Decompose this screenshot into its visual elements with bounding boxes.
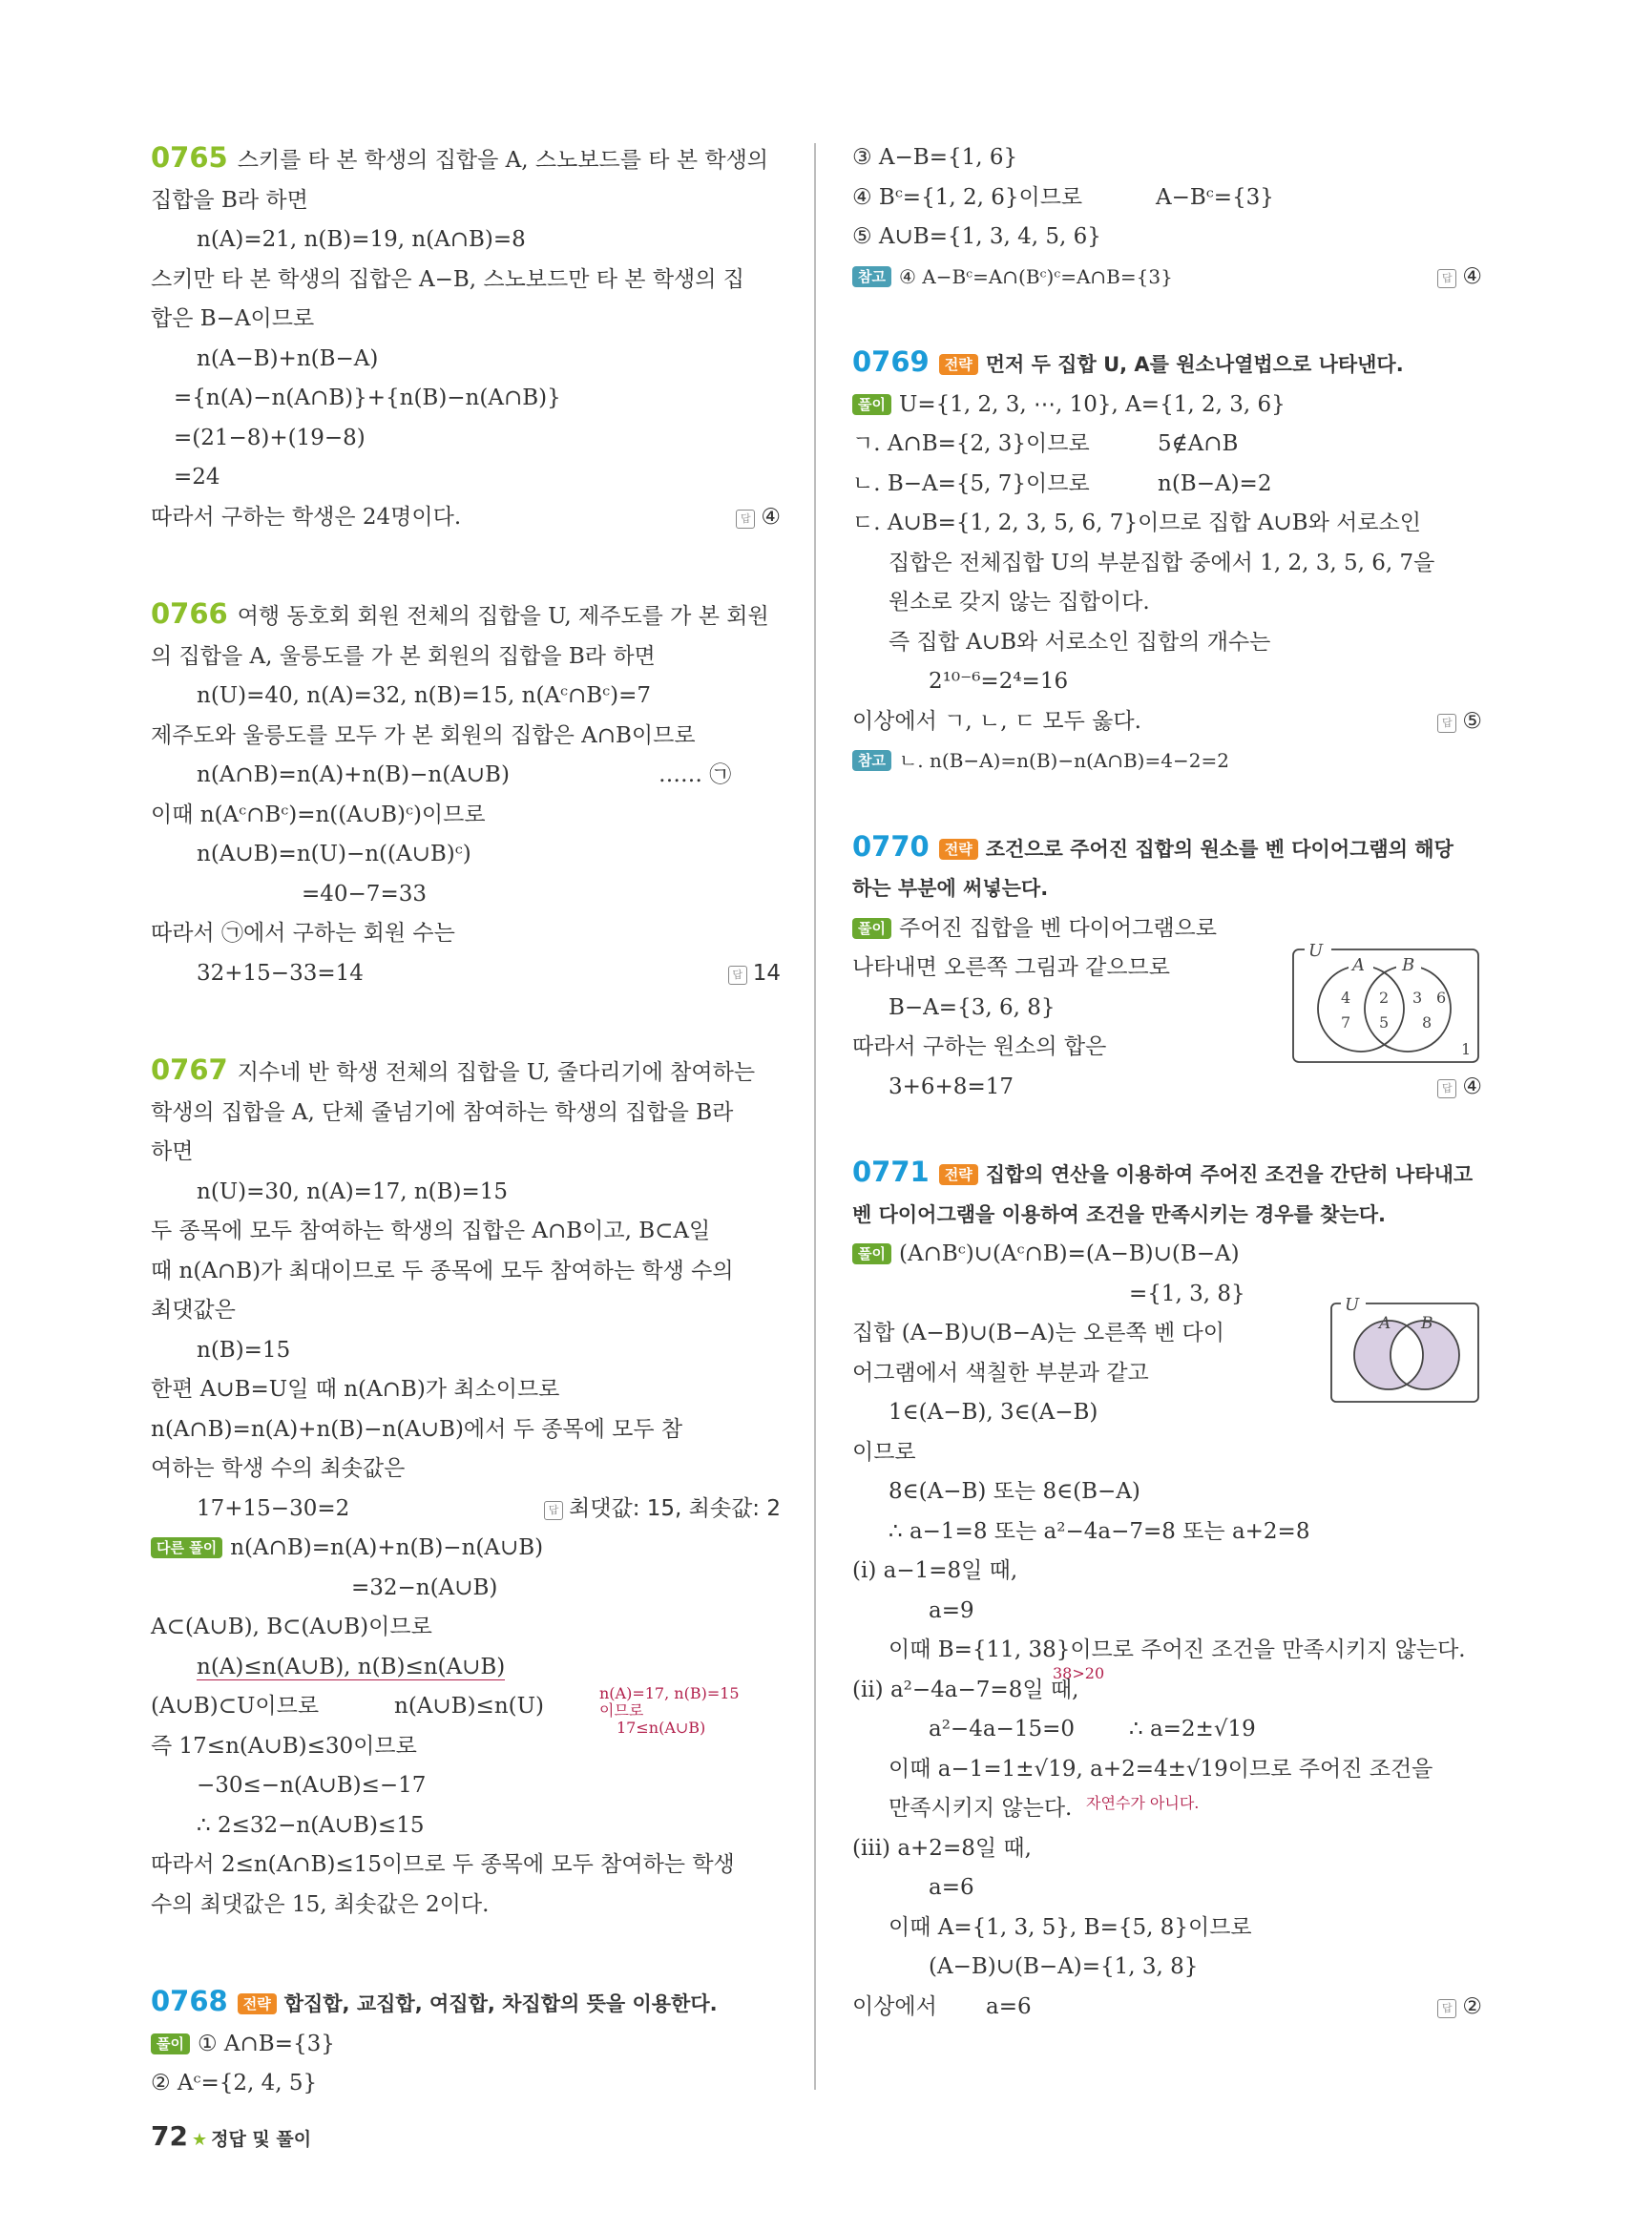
equation-line: ={1, 3, 8} [1129,1281,1245,1306]
equation-line: 5∉A∩B [1158,431,1239,456]
answer: 답 14 [728,954,781,994]
problem-0766 [151,594,781,993]
answer-box-icon: 답 [1437,269,1456,288]
text-line: 이때 a−1=1±√19, a+2=4±√19이므로 주어진 조건을 [889,1756,1433,1782]
strategy-text: 합집합, 교집합, 여집합, 차집합의 뜻을 이용한다. [283,1992,718,2015]
text-line: 수의 최댓값은 15, 최솟값은 2이다. [151,1891,490,1917]
equation-line: a=9 [929,1597,974,1623]
text-line: 두 종목에 모두 참여하는 학생의 집합은 A∩B이고, B⊂A일 [151,1219,711,1243]
equation-line: a=6 [986,1993,1032,2019]
text-line: ㄱ. A∩B={2, 3}이므로 [852,431,1090,456]
answer: 답 ④ [1437,258,1482,298]
venn-element: 4 [1341,988,1351,1007]
venn-element: 2 [1379,988,1390,1007]
solution-tag: 풀이 [852,1243,891,1264]
text-line: 원소로 갖지 않는 집합이다. [889,590,1150,615]
solution-tag: 풀이 [151,2033,190,2054]
text-line: 어그램에서 색칠한 부분과 같고 [852,1360,1149,1386]
left-column [151,138,781,2104]
text-line: 따라서 구하는 원소의 합은 [852,1034,1107,1059]
problem-0769 [852,343,1482,782]
problem-number: 0770 [852,829,930,863]
equation-reference: …… ㉠ [659,762,732,787]
answer-box-icon: 답 [1437,714,1456,733]
set-a-circle [1318,966,1404,1052]
choice-line: ② Aᶜ={2, 4, 5} [151,2071,318,2095]
text-line: ㄷ. A∪B={1, 2, 3, 5, 6, 7}이므로 집합 A∪B와 서로소인 [852,511,1421,535]
problem-0767 [151,1051,781,1925]
choice-line: ④ Bᶜ={1, 2, 6}이므로 [852,184,1083,210]
choice-line: ③ A−B={1, 6} [852,145,1018,170]
answer-box-icon: 답 [736,510,755,529]
answer-box-icon: 답 [728,966,747,985]
note-text: ④ A−Bᶜ=A∩(Bᶜ)ᶜ=A∩B={3} [898,264,1173,288]
text-line: 이상에서 ㄱ, ㄴ, ㄷ 모두 옳다. [852,708,1141,734]
strategy-tag: 전략 [939,1164,978,1185]
text-line: 이때 n(Aᶜ∩Bᶜ)=n((A∪B)ᶜ)이므로 [151,802,486,827]
venn-element: 7 [1341,1012,1351,1032]
note-tag: 참고 [852,266,891,287]
equation-line: 1∈(A−B), 3∈(A−B) [889,1400,1098,1425]
text-line: 스키만 타 본 학생의 집합은 A−B, 스노보드만 타 본 학생의 집 [151,266,745,292]
text-line: 나타내면 오른쪽 그림과 같으므로 [852,955,1170,980]
text-line: 최댓값은 [151,1298,236,1323]
problem-0768 [151,1982,781,2104]
equation-line: ∴ 2≤32−n(A∪B)≤15 [197,1812,425,1838]
text-line: 의 집합을 A, 울릉도를 가 본 회원의 집합을 B라 하면 [151,643,656,669]
text-line: 이므로 [852,1439,916,1465]
equation-line: n(B)=15 [197,1337,291,1363]
equation-line: ={n(A)−n(A∩B)}+{n(B)−n(A∩B)} [174,386,561,410]
equation-line: n(A−B)+n(B−A) [197,345,379,371]
text-line: 집합 (A−B)∪(B−A)는 오른쪽 벤 다이 [852,1321,1224,1345]
text-line: A⊂(A∪B), B⊂(A∪B)이므로 [151,1615,432,1639]
equation-line: n(A∪B)≤n(U) [394,1694,544,1719]
text-line: 한편 A∪B=U일 때 n(A∩B)가 최소이므로 [151,1377,560,1402]
annotation-note: 38>20 [1053,1664,1105,1682]
venn-element: 5 [1379,1012,1390,1032]
problem-0765 [151,138,781,537]
answer-box-icon: 답 [544,1501,563,1520]
solution-tag: 풀이 [852,918,891,939]
star-icon: ★ [191,2130,208,2150]
equation-line: n(A∩B)=n(A)+n(B)−n(A∪B) [197,762,510,787]
equation-line: ∴ a=2±√19 [1129,1717,1256,1741]
case-line: (ⅲ) a+2=8일 때, [852,1835,1032,1861]
answer: 답 최댓값: 15, 최솟값: 2 [544,1490,781,1530]
text-line: 이상에서 [852,1993,937,2019]
problem-number: 0767 [151,1053,228,1086]
problem-0771 [852,1153,1482,2027]
text-line: 이때 A={1, 3, 5}, B={5, 8}이므로 [889,1914,1252,1940]
text-line: 만족시키지 않는다. [889,1796,1073,1821]
answer: 답 ⑤ [1437,702,1482,742]
equation-line: (A∩Bᶜ)∪(Aᶜ∩B)=(A−B)∪(B−A) [898,1241,1240,1266]
problem-number: 0769 [852,345,930,378]
equation-line: a=6 [929,1875,974,1900]
text-line: 합은 B−A이므로 [151,306,315,331]
problem-0770 [852,827,1482,1108]
text-line: 제주도와 울릉도를 모두 가 본 회원의 집합은 A∩B이므로 [151,722,696,748]
text-line: 여행 동호회 회원 전체의 집합을 U, 제주도를 가 본 회원 [237,604,769,629]
venn-element: 8 [1422,1012,1432,1032]
equation-line: 2¹⁰⁻⁶=2⁴=16 [929,669,1069,694]
equation-line: n(B−A)=2 [1158,470,1272,496]
text-line: 지수네 반 학생 전체의 집합을 U, 줄다리기에 참여하는 [237,1060,756,1085]
equation-line: 3+6+8=17 [889,1074,1014,1099]
set-u-label: U [1345,1296,1360,1315]
text-line: n(A∩B)=n(A)+n(B)−n(A∪B)에서 두 종목에 모두 참 [151,1416,683,1442]
answer-box-icon: 답 [1437,1999,1456,2018]
problem-number: 0768 [151,1985,228,2017]
equation-line: n(A∪B)=n(U)−n((A∪B)ᶜ) [197,842,471,866]
footer-title: 정답 및 풀이 [211,2129,312,2150]
strategy-tag: 전략 [238,1993,277,2014]
equation-line: (A−B)∪(B−A)={1, 3, 8} [929,1954,1199,1979]
problem-number: 0771 [852,1156,930,1188]
text-line: 따라서 ㉠에서 구하는 회원 수는 [151,921,455,946]
answer-box-icon: 답 [1437,1079,1456,1098]
equation-line: n(A)≤n(A∪B), n(B)≤n(A∪B) [197,1654,506,1679]
set-a-label: A [1352,954,1365,975]
equation-line: U={1, 2, 3, ⋯, 10}, A={1, 2, 3, 6} [898,391,1286,417]
answer: 답 ② [1437,1988,1482,2028]
text-line: 여하는 학생 수의 최솟값은 [151,1456,406,1481]
equation-line: n(U)=30, n(A)=17, n(B)=15 [197,1178,509,1204]
equation-line: n(A∩B)=n(A)+n(B)−n(A∪B) [230,1535,544,1560]
venn-element: 1 [1461,1039,1472,1058]
column-divider [814,143,816,2090]
answer: 답 ④ [1437,1068,1482,1108]
text-line: 주어진 집합을 벤 다이어그램으로 [898,915,1217,941]
text-line: 따라서 구하는 학생은 24명이다. [151,504,462,530]
venn-element: 6 [1436,988,1447,1007]
strategy-text: 먼저 두 집합 U, A를 원소나열법으로 나타낸다. [985,353,1404,376]
alt-solution-tag: 다른 풀이 [151,1537,222,1558]
equation-line: 32+15−33=14 [197,960,364,986]
equation-line: −30≤−n(A∪B)≤−17 [197,1773,427,1798]
solution-tag: 풀이 [852,394,891,415]
set-u-label: U [1308,941,1324,961]
annotation-note: n(A)=17, n(B)=15 이므로 17≤n(A∪B) [599,1684,740,1737]
venn-diagram [1291,942,1482,1066]
problem-number: 0765 [151,141,228,174]
case-line: (ⅱ) a²−4a−7=8일 때, [852,1677,1079,1702]
equation-line: 8∈(A−B) 또는 8∈(B−A) [889,1479,1140,1504]
problem-0768-continued [852,138,1482,297]
annotation-note: 자연수가 아니다. [1086,1794,1200,1812]
choice-line: ① A∩B={3} [197,2031,335,2056]
page-footer [151,2120,311,2152]
text-line: 집합은 전체집합 U의 부분집합 중에서 1, 2, 3, 5, 6, 7을 [889,550,1435,575]
strategy-text: 집합의 연산을 이용하여 주어진 조건을 간단히 나타내고 [985,1163,1474,1186]
set-b-label: B [1402,954,1415,975]
text-line: 스키를 타 본 학생의 집합을 A, 스노보드를 타 본 학생의 [237,148,769,173]
strategy-text: 하는 부분에 써넣는다. [852,877,1049,900]
strategy-tag: 전략 [939,839,978,860]
text-line: (A∪B)⊂U이므로 [151,1694,320,1719]
text-line: 즉 17≤n(A∪B)≤30이므로 [151,1733,417,1759]
text-line: 이때 B={11, 38}이므로 주어진 조건을 만족시키지 않는다. [889,1637,1466,1662]
equation-line: =24 [174,465,220,490]
set-b-label: B [1421,1314,1433,1333]
equation-line: 17+15−30=2 [197,1495,350,1521]
strategy-text: 조건으로 주어진 집합의 원소를 벤 다이어그램의 해당 [985,837,1453,861]
set-b-circle [1365,966,1451,1052]
equation-line: =32−n(A∪B) [351,1574,498,1600]
equation-line: =(21−8)+(19−8) [174,425,366,450]
text-line: 하면 [151,1139,194,1164]
text-line: 학생의 집합을 A, 단체 줄넘기에 참여하는 학생의 집합을 B라 [151,1099,734,1125]
equation-line: ∴ a−1=8 또는 a²−4a−7=8 또는 a+2=8 [889,1518,1310,1544]
right-column [852,138,1482,2027]
venn-diagram-shaded [1329,1296,1482,1406]
set-a-label: A [1379,1314,1391,1333]
text-line: 즉 집합 A∪B와 서로소인 집합의 개수는 [889,629,1271,655]
note-text: ㄴ. n(B−A)=n(B)−n(A∩B)=4−2=2 [898,749,1229,772]
choice-line: ⑤ A∪B={1, 3, 4, 5, 6} [852,224,1101,249]
equation-line: n(A)=21, n(B)=19, n(A∩B)=8 [197,227,526,252]
page-number: 72 [151,2120,188,2152]
equation-line: n(U)=40, n(A)=32, n(B)=15, n(Aᶜ∩Bᶜ)=7 [197,683,652,708]
equation-line: A−Bᶜ={3} [1156,184,1274,210]
text-line: ㄴ. B−A={5, 7}이므로 [852,470,1090,496]
text-line: 집합을 B라 하면 [151,187,308,213]
equation-line: a²−4a−15=0 [929,1717,1075,1741]
text-line: 따라서 2≤n(A∩B)≤15이므로 두 종목에 모두 참여하는 학생 [151,1852,735,1877]
note-tag: 참고 [852,750,891,771]
equation-line: B−A={3, 6, 8} [889,994,1056,1020]
strategy-tag: 전략 [939,354,978,375]
venn-element: 3 [1412,988,1423,1007]
problem-number: 0766 [151,597,228,630]
answer: 답 ④ [736,498,781,538]
case-line: (ⅰ) a−1=8일 때, [852,1558,1018,1583]
equation-line: =40−7=33 [302,881,427,907]
text-line: 때 n(A∩B)가 최대이므로 두 종목에 모두 참여하는 학생 수의 [151,1258,734,1283]
strategy-text: 벤 다이어그램을 이용하여 조건을 만족시키는 경우를 찾는다. [852,1202,1386,1226]
